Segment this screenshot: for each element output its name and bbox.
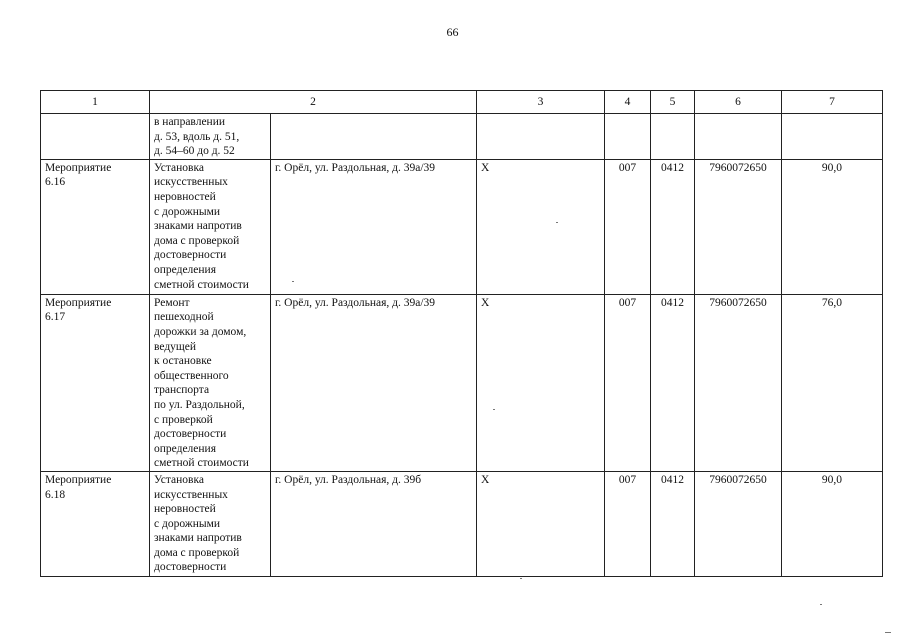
- header-cell-7: 7: [782, 91, 883, 114]
- header-cell-3: 3: [477, 91, 605, 114]
- col5-cell: 0412: [651, 294, 695, 471]
- scan-speck: [493, 409, 495, 410]
- address-cell: [271, 114, 477, 160]
- col6-cell: [695, 114, 782, 160]
- scan-speck: [520, 578, 522, 579]
- event-cell: [41, 114, 150, 160]
- continuation-row: [41, 114, 883, 160]
- table-row: [41, 471, 883, 576]
- page-number: 66: [446, 25, 459, 39]
- col3-cell: [477, 114, 605, 160]
- col6-cell: 7960072650: [695, 471, 782, 576]
- event-cell: Мероприятие 6.17: [41, 294, 150, 471]
- header-row: [41, 91, 883, 114]
- table-row: [41, 159, 883, 294]
- description-cell: Установка искусственных неровностей с дорожными знаками напротив дома с проверкой достоверности: [150, 471, 271, 576]
- col7-cell: 76,0: [782, 294, 883, 471]
- address-cell: г. Орёл, ул. Раздольная, д. 39а/39: [271, 159, 477, 294]
- col6-cell: 7960072650: [695, 159, 782, 294]
- header-cell-5: 5: [651, 91, 695, 114]
- event-cell: Мероприятие 6.16: [41, 159, 150, 294]
- scan-speck: [556, 222, 558, 223]
- col4-cell: [605, 114, 651, 160]
- col5-cell: 0412: [651, 159, 695, 294]
- budget-table: [40, 90, 883, 577]
- col4-cell: 007: [605, 471, 651, 576]
- col3-cell: X: [477, 471, 605, 576]
- address-cell: г. Орёл, ул. Раздольная, д. 39а/39: [271, 294, 477, 471]
- header-cell-1: 1: [41, 91, 150, 114]
- description-cell: [150, 114, 271, 160]
- col6-cell: 7960072650: [695, 294, 782, 471]
- description-cell: Установка искусственных неровностей с дорожными знаками напротив дома с проверкой достоверности определения сметной стоимости: [150, 159, 271, 294]
- col7-cell: [782, 114, 883, 160]
- col3-cell: X: [477, 294, 605, 471]
- scan-speck: [820, 604, 822, 605]
- col5-cell: 0412: [651, 471, 695, 576]
- header-cell-6: 6: [695, 91, 782, 114]
- col3-cell: X: [477, 159, 605, 294]
- scan-speck: [292, 281, 294, 282]
- table-row: [41, 294, 883, 471]
- col5-cell: [651, 114, 695, 160]
- col4-cell: 007: [605, 159, 651, 294]
- scan-speck: [885, 632, 891, 633]
- header-cell-2: 2: [150, 91, 477, 114]
- event-cell: Мероприятие 6.18: [41, 471, 150, 576]
- col7-cell: 90,0: [782, 471, 883, 576]
- col4-cell: 007: [605, 294, 651, 471]
- description-cell: Ремонт пешеходной дорожки за домом, ведущей к остановке общественного транспорта по ул. Раздольной, с проверкой достоверности определения сметной стоимости: [150, 294, 271, 471]
- address-cell: г. Орёл, ул. Раздольная, д. 39б: [271, 471, 477, 576]
- col7-cell: 90,0: [782, 159, 883, 294]
- continuation-description: в направлении д. 53, вдоль д. 51, д. 54–60 до д. 52: [154, 116, 240, 158]
- header-cell-4: 4: [605, 91, 651, 114]
